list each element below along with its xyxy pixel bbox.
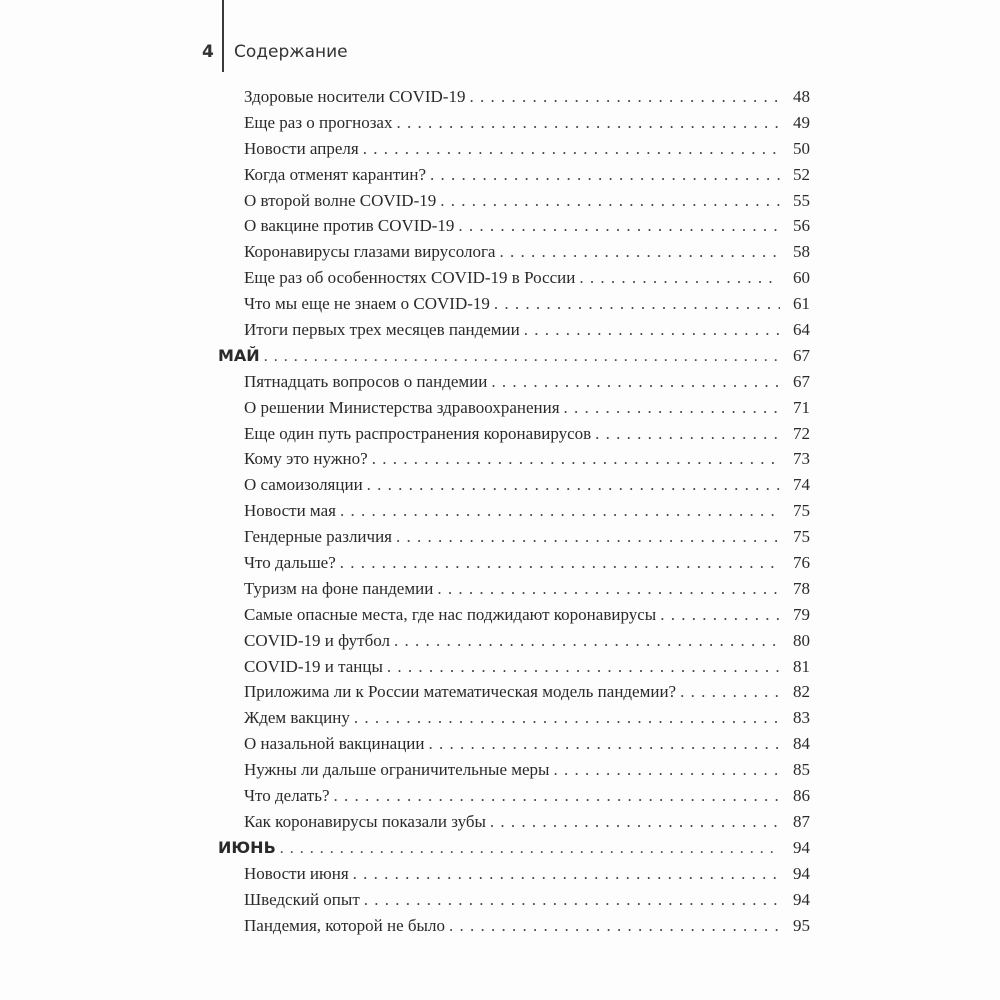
toc-page-number: 55 — [793, 190, 810, 210]
toc-page-number: 86 — [793, 786, 810, 806]
toc-entry — [218, 213, 810, 239]
toc-entry-title: Что мы еще не знаем о COVID-19 — [244, 294, 490, 314]
toc-entry — [218, 265, 810, 291]
dot-leader — [364, 887, 780, 913]
toc-page-number: 81 — [793, 656, 810, 676]
toc-entry-title: Пандемия, которой не было — [244, 915, 445, 935]
dot-leader — [595, 421, 780, 447]
toc-entry-title: О вакцине против COVID-19 — [244, 216, 455, 236]
dot-leader — [340, 498, 780, 524]
toc-page-number: 95 — [793, 915, 810, 935]
toc-entry-title: О второй волне COVID-19 — [244, 190, 437, 210]
toc-entry — [218, 783, 810, 809]
toc-entry-title: Что делать? — [244, 786, 330, 806]
toc-entry — [218, 550, 810, 576]
toc-entry — [218, 395, 810, 421]
toc-entry-title: О самоизоляции — [244, 475, 363, 495]
toc-page-number: 78 — [793, 578, 810, 598]
dot-leader — [363, 136, 780, 162]
dot-leader — [553, 757, 780, 783]
toc-page-number: 72 — [793, 423, 810, 443]
dot-leader — [396, 524, 780, 550]
toc-entry-title: О назальной вакцинации — [244, 734, 425, 754]
dot-leader — [680, 679, 780, 705]
toc-entry — [218, 421, 810, 447]
dot-leader — [394, 628, 780, 654]
dot-leader — [660, 602, 780, 628]
dot-leader — [579, 265, 780, 291]
toc-entry — [218, 887, 810, 913]
toc-entry — [218, 654, 810, 680]
toc-entry-title: Шведский опыт — [244, 889, 360, 909]
toc-entry — [218, 628, 810, 654]
toc-page-number: 50 — [793, 138, 810, 158]
toc-page-number: 75 — [793, 501, 810, 521]
toc-page-number: 87 — [793, 811, 810, 831]
toc-entry-title: Что дальше? — [244, 553, 336, 573]
toc-entry-title: Здоровые носители COVID-19 — [244, 87, 466, 106]
toc-page-number: 75 — [793, 527, 810, 547]
dot-leader — [367, 472, 780, 498]
toc-entry — [218, 472, 810, 498]
toc-entry-title: Новости мая — [244, 501, 336, 521]
dot-leader — [387, 654, 780, 680]
toc-entry-title: Еще раз об особенностях COVID-19 в России — [244, 268, 576, 288]
toc-section-title: ИЮНЬ — [218, 837, 276, 857]
toc-entry-title: Когда отменят карантин? — [244, 164, 427, 184]
toc-page-number: 94 — [793, 889, 810, 909]
dot-leader — [354, 705, 780, 731]
toc-page-number: 52 — [793, 164, 810, 184]
toc-entry — [218, 757, 810, 783]
dot-leader — [449, 913, 780, 939]
toc-page-number: 84 — [793, 734, 810, 754]
dot-leader — [494, 291, 780, 317]
toc-entry-title: Как коронавирусы показали зубы — [244, 811, 486, 831]
toc-page-number: 79 — [793, 604, 810, 624]
toc-section — [218, 835, 810, 861]
toc-entry — [218, 162, 810, 188]
toc-entry — [218, 136, 810, 162]
dot-leader — [437, 576, 780, 602]
dot-leader — [564, 395, 780, 421]
toc-page-number: 67 — [793, 371, 810, 391]
toc-page-number: 60 — [793, 268, 810, 288]
toc-entry — [218, 524, 810, 550]
toc-page-number: 73 — [793, 449, 810, 469]
toc-page-number: 56 — [793, 216, 810, 236]
toc-page-number: 85 — [793, 760, 810, 780]
page-number: 4 — [202, 42, 214, 62]
toc-entry-title: Еще раз о прогнозах — [244, 112, 393, 132]
dot-leader — [334, 783, 780, 809]
toc-entry — [218, 498, 810, 524]
dot-leader — [340, 550, 780, 576]
toc-page-number: 71 — [793, 397, 810, 417]
toc-section-title: МАЙ — [218, 345, 260, 365]
toc-entry — [218, 679, 810, 705]
toc-entry — [218, 239, 810, 265]
toc-entry-title: Новости июня — [244, 863, 349, 883]
dot-leader — [490, 809, 780, 835]
toc-entry — [218, 84, 810, 110]
toc-entry — [218, 731, 810, 757]
toc-entry — [218, 913, 810, 939]
toc-entry-title: Коронавирусы глазами вирусолога — [244, 242, 496, 262]
toc-entry — [218, 369, 810, 395]
toc-section — [218, 343, 810, 369]
toc-entry-title: Приложима ли к России математическая модель пандемии? — [244, 682, 677, 702]
toc-entry-title: COVID-19 и танцы — [244, 656, 383, 676]
toc-entry — [218, 861, 810, 887]
toc-page-number: 61 — [793, 294, 810, 314]
dot-leader — [458, 213, 780, 239]
toc-entry-title: Еще один путь распространения коронавирусов — [244, 423, 592, 443]
dot-leader — [499, 239, 780, 265]
dot-leader — [440, 188, 780, 214]
dot-leader — [524, 317, 780, 343]
toc-page-number: 58 — [793, 242, 810, 262]
toc-entry — [218, 291, 810, 317]
toc-entry-title: Туризм на фоне пандемии — [244, 578, 434, 598]
toc-entry-title: COVID-19 и футбол — [244, 630, 391, 650]
toc-entry-title: Новости апреля — [244, 138, 359, 158]
toc-entry — [218, 705, 810, 731]
toc-page-number: 49 — [793, 112, 810, 132]
toc-page-number: 82 — [793, 682, 810, 702]
toc-entry-title: О решении Министерства здравоохранения — [244, 397, 560, 417]
toc-entry — [218, 317, 810, 343]
toc-entry-title: Гендерные различия — [244, 527, 392, 547]
toc-entry — [218, 110, 810, 136]
dot-leader — [429, 731, 780, 757]
header-divider — [222, 0, 224, 72]
dot-leader — [372, 446, 780, 472]
dot-leader — [469, 84, 780, 110]
page-title: Содержание — [234, 42, 348, 62]
toc-entry-title: Ждем вакцину — [244, 708, 350, 728]
toc-page-number: 48 — [793, 87, 810, 106]
dot-leader — [491, 369, 780, 395]
toc-entry — [218, 188, 810, 214]
table-of-contents — [218, 84, 810, 938]
dot-leader — [264, 343, 780, 370]
toc-page-number: 80 — [793, 630, 810, 650]
toc-entry-title: Итоги первых трех месяцев пандемии — [244, 320, 520, 340]
toc-entry-title: Нужны ли дальше ограничительные меры — [244, 760, 550, 780]
toc-page-number: 83 — [793, 708, 810, 728]
dot-leader — [396, 110, 780, 136]
toc-page-number: 74 — [793, 475, 810, 495]
toc-entry-title: Пятнадцать вопросов о пандемии — [244, 371, 488, 391]
toc-page-number: 94 — [793, 863, 810, 883]
toc-entry — [218, 446, 810, 472]
dot-leader — [430, 162, 780, 188]
toc-entry-title: Кому это нужно? — [244, 449, 368, 469]
toc-entry — [218, 576, 810, 602]
toc-page-number: 76 — [793, 553, 810, 573]
toc-entry — [218, 602, 810, 628]
toc-page-number: 67 — [793, 345, 810, 365]
dot-leader — [353, 861, 780, 887]
toc-page-number: 94 — [793, 837, 810, 857]
toc-entry-title: Самые опасные места, где нас поджидают коронавирусы — [244, 604, 657, 624]
dot-leader — [280, 835, 780, 862]
toc-page-number: 64 — [793, 320, 810, 340]
toc-entry — [218, 809, 810, 835]
